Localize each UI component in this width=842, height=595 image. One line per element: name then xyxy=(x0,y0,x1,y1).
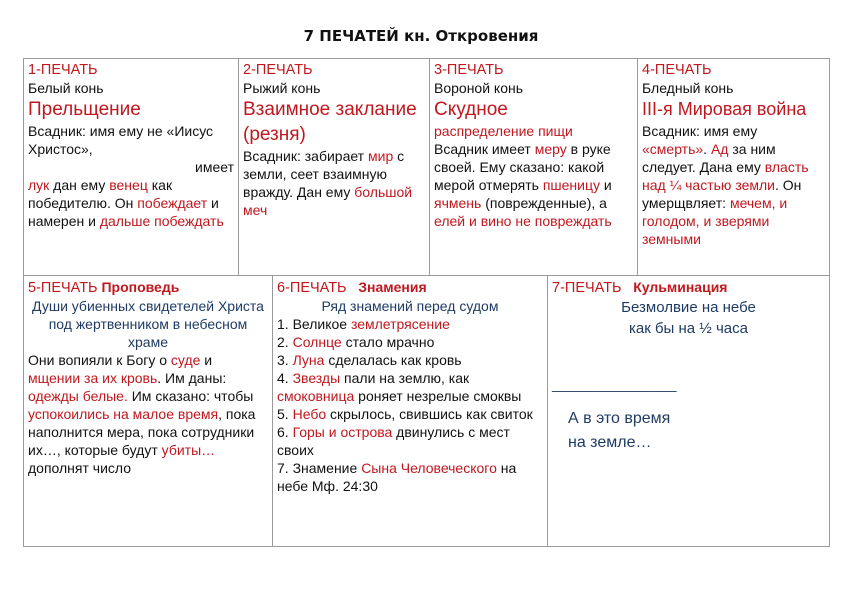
page-title: 7 ПЕЧАТЕЙ кн. Откровения xyxy=(303,27,539,45)
seal-2-highlight: мир xyxy=(368,148,394,164)
seal-7-header-line xyxy=(552,278,825,297)
seal-6-sign-text: сделалась как кровь xyxy=(324,352,462,368)
seal-6-sign-text: 5. xyxy=(277,406,293,422)
seal-6-sign-item xyxy=(277,333,543,351)
seal-4-horse: Бледный конь xyxy=(642,80,734,96)
seal-2-text: с земли, сеет взаимную вражду. Дан ему xyxy=(243,148,405,200)
seal-7-line-1: Безмолвие на небе xyxy=(621,299,756,316)
seal-2-description xyxy=(243,147,425,219)
seal-3-highlight: пшеницу xyxy=(542,177,600,193)
seal-5-intro: Души убиенных свидетелей Христа под жертвенником в небесном храме xyxy=(32,298,264,350)
seal-5-highlight: мщении за их кровь xyxy=(28,370,158,386)
seal-4-highlight: мечем, и голодом, и зверями земными xyxy=(642,195,788,247)
seal-5-cell xyxy=(23,275,273,547)
seal-6-sign-highlight: Небо xyxy=(292,406,327,422)
seal-6-intro: Ряд знамений перед судом xyxy=(321,298,499,314)
seal-1-cell xyxy=(23,58,239,276)
seal-6-sign-text: скрылось, свившись как свиток xyxy=(326,406,533,422)
seal-6-sign-highlight: Сына Человеческого xyxy=(361,460,497,476)
seal-4-highlight: власть над ¼ частью земли xyxy=(642,159,809,193)
seal-6-sign-item xyxy=(277,351,543,369)
seal-2-header: 2-ПЕЧАТЬ xyxy=(243,62,313,78)
seal-6-sign-text: на небе Мф. 24:30 xyxy=(277,460,517,494)
seal-5-header-line xyxy=(28,278,268,297)
seal-6-sign-highlight: смоковница xyxy=(277,388,355,404)
seal-1-text: и намерен и xyxy=(28,195,219,229)
seal-6-sign-text: 2. xyxy=(277,334,293,350)
seal-4-text: за ним следует. Дана ему xyxy=(642,141,776,175)
seal-7-line-2: как бы на ½ часа xyxy=(629,320,748,337)
seal-1-text: имеет xyxy=(195,159,234,175)
seal-5-description xyxy=(28,351,268,477)
seal-6-sign-item xyxy=(277,369,543,387)
seal-5-text: дополнят число xyxy=(28,460,132,476)
seal-4-text: . xyxy=(703,141,711,157)
seal-7-cell xyxy=(547,275,830,547)
seal-4-text: Всадник: имя ему xyxy=(642,123,758,139)
seal-1-highlight: лук xyxy=(28,177,50,193)
seal-1-text: дан ему xyxy=(49,177,110,193)
seal-1-highlight: венец xyxy=(109,177,148,193)
seal-3-subtitle: распределение пищи xyxy=(434,123,573,139)
seal-6-sign-item xyxy=(277,459,543,495)
seal-1-name: Прельщение xyxy=(28,99,141,120)
seal-5-text: Им сказано: чтобы xyxy=(127,388,254,404)
seal-6-sign-highlight: землетрясение xyxy=(350,316,450,332)
seal-6-sign-highlight: Луна xyxy=(292,352,325,368)
seal-6-sign-item xyxy=(277,315,543,333)
seal-3-header: 3-ПЕЧАТЬ xyxy=(434,62,504,78)
seal-4-description xyxy=(642,122,825,248)
seal-2-text: Всадник: забирает xyxy=(243,148,368,164)
seal-6-sign-text: 1. Великое xyxy=(277,316,351,332)
seal-4-text: . Он умерщвляет: xyxy=(642,177,802,211)
seal-7-subject: Кульминация xyxy=(633,279,728,295)
seal-5-text: и xyxy=(200,352,213,368)
seal-6-subject: Знамения xyxy=(358,279,427,295)
seal-6-sign-text: 7. Знамение xyxy=(277,460,362,476)
seal-3-text: Всадник имеет xyxy=(434,141,535,157)
seal-7-separator: ________________ xyxy=(552,376,677,392)
seal-6-sign-highlight: Солнце xyxy=(292,334,342,350)
seal-1-description xyxy=(28,122,234,230)
seal-4-cell xyxy=(637,58,830,276)
seal-1-horse: Белый конь xyxy=(28,80,104,96)
seal-1-text: как победителю. Он xyxy=(28,177,173,211)
seal-1-text: Всадник: имя ему не «Иисус Христос», xyxy=(28,123,214,157)
seal-4-highlight: «смерть» xyxy=(642,141,704,157)
seal-6-sign-text: 4. xyxy=(277,370,293,386)
seal-6-sign-text: двинулись с мест своих xyxy=(277,424,510,458)
seal-3-highlight: елей и вино не повреждать xyxy=(434,213,612,229)
seal-2-horse: Рыжий конь xyxy=(243,80,321,96)
seal-2-highlight: большой меч xyxy=(243,184,413,218)
seal-5-subject: Проповедь xyxy=(101,279,180,295)
seal-3-cell xyxy=(429,58,638,276)
seal-6-sign-text: стало мрачно xyxy=(341,334,435,350)
seal-6-sign-text: 3. xyxy=(277,352,293,368)
seal-3-text: и xyxy=(599,177,612,193)
seal-7-note-2: на земле… xyxy=(568,434,652,451)
seal-3-name: Скудное xyxy=(434,99,508,120)
seal-5-text: . Им даны: xyxy=(157,370,227,386)
seal-6-sign-item xyxy=(277,405,543,423)
seal-5-highlight: убиты… xyxy=(161,442,216,458)
seal-6-sign-text: пали на землю, как xyxy=(340,370,470,386)
seal-2-cell xyxy=(238,58,430,276)
seal-6-sign-text: 6. xyxy=(277,424,293,440)
seal-6-sign-highlight: Звезды xyxy=(292,370,341,386)
seal-5-highlight: успокоились на малое время xyxy=(28,406,219,422)
seal-6-sign-item xyxy=(277,423,543,459)
seal-3-text: (поврежденные), а xyxy=(481,195,607,211)
seal-1-header: 1-ПЕЧАТЬ xyxy=(28,62,98,78)
seal-3-horse: Вороной конь xyxy=(434,80,524,96)
seal-3-description xyxy=(434,140,633,230)
seal-6-header-line xyxy=(277,278,543,297)
seal-5-text: , пока наполнится мера, пока сотрудники их…, которые будут xyxy=(28,406,256,458)
seal-2-name: Взаимное заклание (резня) xyxy=(243,99,417,145)
seal-3-text: в руке своей. Ему сказано: какой мерой отмерять xyxy=(434,141,611,193)
seal-6-header: 6-ПЕЧАТЬ xyxy=(277,280,347,296)
seal-6-cell xyxy=(272,275,548,547)
seal-5-header: 5-ПЕЧАТЬ xyxy=(28,280,98,296)
seal-1-highlight: побеждает xyxy=(137,195,208,211)
seal-7-note-1: А в это время xyxy=(568,410,671,427)
seal-6-sign-item xyxy=(277,387,543,405)
seal-3-highlight: меру xyxy=(534,141,567,157)
seal-5-highlight: суде xyxy=(170,352,201,368)
seal-5-highlight: одежды белые. xyxy=(28,388,128,404)
seal-6-sign-text: роняет незрелые смоквы xyxy=(354,388,522,404)
seal-7-header: 7-ПЕЧАТЬ xyxy=(552,280,622,296)
seal-1-highlight: дальше побеждать xyxy=(99,213,224,229)
seal-4-highlight: Ад xyxy=(710,141,729,157)
seal-4-header: 4-ПЕЧАТЬ xyxy=(642,62,712,78)
seal-4-name: III-я Мировая война xyxy=(642,99,807,119)
seal-3-highlight: ячмень xyxy=(434,195,482,211)
seal-5-text: Они вопияли к Богу о xyxy=(28,352,171,368)
seal-6-sign-highlight: Горы и острова xyxy=(292,424,393,440)
seal-6-signs-list xyxy=(277,315,543,495)
